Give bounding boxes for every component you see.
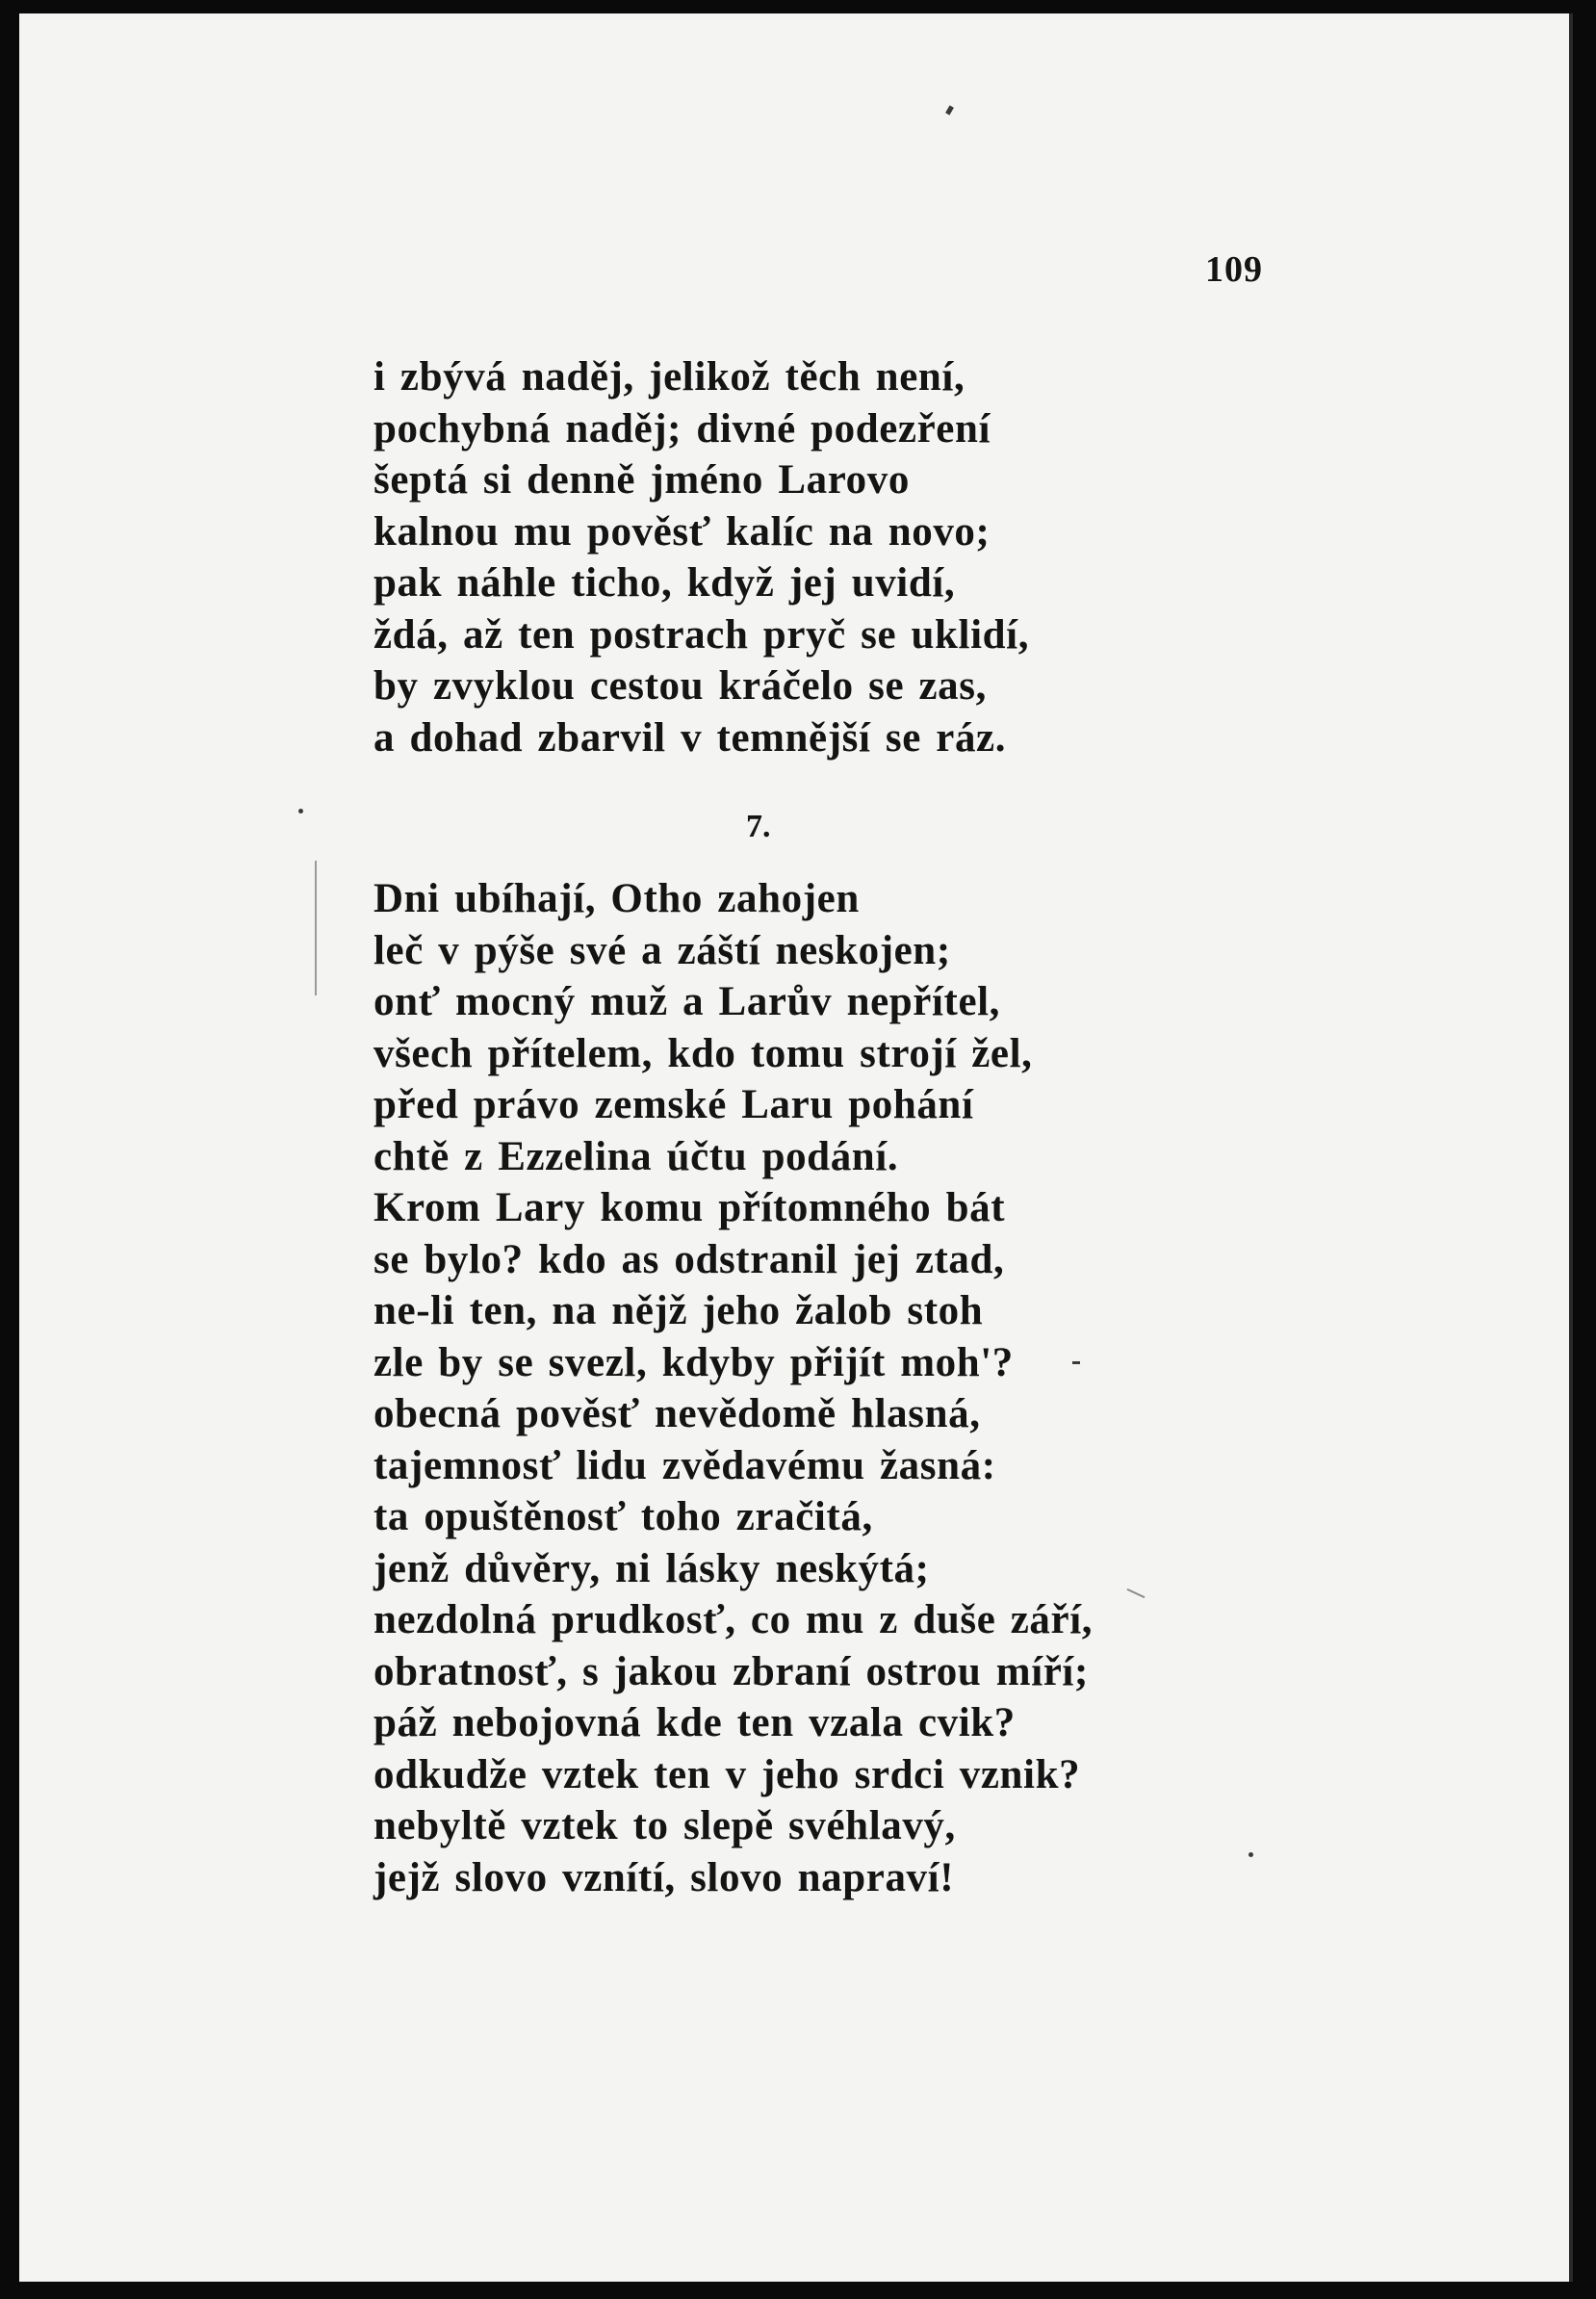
verse-line: odkudže vztek ten v jeho srdci vznik?: [373, 1751, 1081, 1797]
verse-line: i zbývá naděj, jelikož těch není,: [373, 354, 965, 400]
verse-line: ne-li ten, na nějž jeho žalob stoh: [373, 1288, 984, 1333]
verse-line: páž nebojovná kde ten vzala cvik?: [373, 1700, 1016, 1745]
page-number: 109: [1205, 249, 1263, 290]
book-page: [19, 13, 1573, 2282]
verse-line: všech přítelem, kdo tomu strojí žel,: [373, 1030, 1033, 1076]
verse-line: tajemnosť lidu zvědavému žasná:: [373, 1442, 996, 1488]
verse-line: by zvyklou cestou kráčelo se zas,: [373, 663, 987, 709]
verse-line: a dohad zbarvil v temnější se ráz.: [373, 714, 1007, 761]
poem-stanza-2: [373, 873, 1093, 1903]
verse-line: nezdolná prudkosť, co mu z duše září,: [373, 1597, 1094, 1642]
scan-speck: [1127, 1589, 1146, 1598]
verse-line: jenž důvěry, ni lásky neskýtá;: [373, 1545, 930, 1591]
scan-speck: [1248, 1852, 1253, 1857]
verse-line: zle by se svezl, kdyby přijít moh'?: [373, 1339, 1014, 1385]
scan-speck: [315, 861, 317, 995]
verse-line: chtě z Ezzelina účtu podání.: [373, 1133, 899, 1179]
verse-line: kalnou mu pověsť kalíc na novo;: [373, 508, 991, 555]
verse-line: onť mocný muž a Larův nepřítel,: [373, 979, 1001, 1024]
scan-speck: [298, 809, 303, 814]
verse-line: pochybná naděj; divné podezření: [373, 405, 991, 452]
verse-line: obecná pověsť nevědomě hlasná,: [373, 1391, 981, 1436]
verse-line: před právo zemské Laru pohání: [373, 1082, 974, 1127]
verse-line: Dni ubíhají, Otho zahojen: [373, 876, 860, 921]
verse-line: jejž slovo vznítí, slovo napraví!: [373, 1854, 955, 1900]
scan-speck: [945, 105, 954, 115]
verse-line: Krom Lary komu přítomného bát: [373, 1185, 1006, 1230]
scan-speck: [1072, 1361, 1080, 1364]
verse-line: nebyltě vztek to slepě svéhlavý,: [373, 1803, 956, 1848]
verse-line: šeptá si denně jméno Larovo: [373, 457, 910, 503]
verse-line: obratnosť, s jakou zbraní ostrou míří;: [373, 1648, 1089, 1694]
section-number: 7.: [746, 809, 771, 844]
poem-stanza-1: [373, 351, 1029, 763]
verse-line: ždá, až ten postrach pryč se uklidí,: [373, 611, 1030, 658]
verse-line: pak náhle ticho, když jej uvidí,: [373, 560, 956, 606]
verse-line: leč v pýše své a záští neskojen;: [373, 927, 951, 973]
verse-line: se bylo? kdo as odstranil jej ztad,: [373, 1236, 1005, 1282]
verse-line: ta opuštěnosť toho zračitá,: [373, 1494, 873, 1539]
